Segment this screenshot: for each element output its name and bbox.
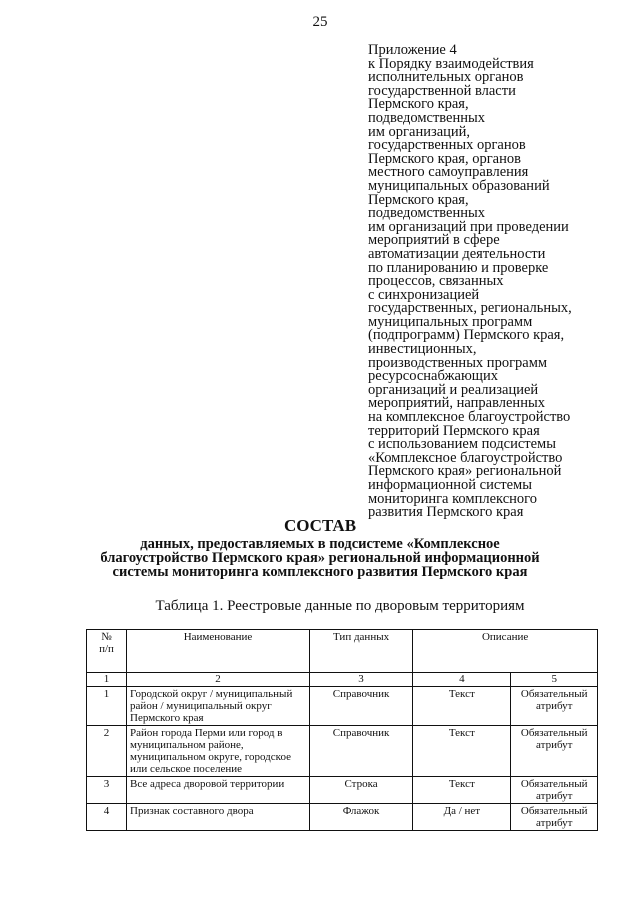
table-row [87, 726, 598, 777]
document-title: СОСТАВ [283, 516, 357, 535]
page-number: 25 [312, 14, 328, 30]
appendix-line: с использованием подсистемы [368, 436, 556, 453]
cell-name: Признак составного двора [127, 804, 310, 831]
header-description: Описание [413, 630, 598, 673]
appendix-line: производственных программ [368, 354, 548, 371]
column-number: 1 [87, 673, 127, 687]
subtitle-line: данных, предоставляемых в подсистеме «Комплексное [140, 536, 500, 552]
appendix-line: муниципальных программ [368, 313, 533, 330]
appendix-line: Пермского края, органов [368, 150, 521, 167]
appendix-line: Пермского края, [368, 96, 469, 113]
column-number: 2 [127, 673, 310, 687]
column-number: 5 [511, 673, 598, 687]
appendix-line: мониторинга комплексного [368, 490, 537, 507]
appendix-line: к Порядку взаимодействия [368, 55, 534, 72]
document-subtitle [60, 537, 580, 579]
appendix-line: (подпрограмм) Пермского края, [368, 327, 565, 344]
appendix-line: информационной системы [368, 477, 532, 493]
appendix-line: с синхронизацией [368, 286, 480, 303]
cell-format: Да / нет [413, 804, 511, 831]
appendix-line: государственных, региональных, [368, 300, 572, 317]
appendix-line: развития Пермского края [368, 504, 524, 521]
table-row [87, 804, 598, 831]
column-number-row [87, 673, 598, 687]
cell-attribute: Обязательный атрибут [511, 726, 598, 777]
cell-name: Городской округ / муниципальный район / муниципальный округ Пермского края [127, 687, 310, 726]
subtitle-line: благоустройство Пермского края» региональной информационной [100, 550, 540, 566]
appendix-line: по планированию и проверке [368, 259, 549, 276]
appendix-line: на комплексное благоустройство [368, 409, 571, 426]
table-row [87, 687, 598, 726]
appendix-line: государственной власти [368, 82, 516, 99]
cell-number: 1 [87, 687, 127, 726]
appendix-line: инвестиционных, [368, 341, 477, 358]
appendix-line: исполнительных органов [368, 69, 524, 86]
subtitle-line: системы мониторинга комплексного развития Пермского края [112, 564, 528, 580]
appendix-line: Пермского края, [368, 191, 469, 208]
appendix-line: «Комплексное благоустройство [368, 449, 563, 466]
appendix-line: мероприятий, направленных [368, 395, 545, 412]
cell-format: Текст [413, 687, 511, 726]
cell-attribute: Обязательный атрибут [511, 777, 598, 804]
registry-data-table [86, 629, 598, 831]
appendix-line: подведомственных [368, 205, 485, 222]
cell-number: 2 [87, 726, 127, 777]
cell-data-type: Справочник [309, 687, 412, 726]
appendix-note [368, 44, 628, 520]
appendix-line: Приложение 4 [368, 42, 457, 58]
cell-name: Все адреса дворовой территории [127, 777, 310, 804]
cell-attribute: Обязательный атрибут [511, 804, 598, 831]
appendix-line: Пермского края» региональной [368, 463, 562, 480]
cell-data-type: Строка [309, 777, 412, 804]
cell-attribute: Обязательный атрибут [511, 687, 598, 726]
table-caption: Таблица 1. Реестровые данные по дворовым территориям [155, 598, 525, 614]
appendix-line: автоматизации деятельности [368, 245, 546, 262]
header-type: Тип данных [309, 630, 412, 673]
appendix-line: ресурсоснабжающих [368, 368, 498, 385]
appendix-line: муниципальных образований [368, 177, 550, 194]
appendix-line: государственных органов [368, 137, 526, 154]
column-number: 4 [413, 673, 511, 687]
appendix-line: организаций и реализацией [368, 381, 539, 398]
appendix-line: процессов, связанных [368, 273, 504, 290]
appendix-line: им организаций, [368, 123, 471, 140]
table-header-row [87, 630, 598, 673]
cell-format: Текст [413, 726, 511, 777]
header-name: Наименование [127, 630, 310, 673]
appendix-line: подведомственных [368, 109, 485, 126]
appendix-line: территорий Пермского края [368, 422, 540, 439]
cell-format: Текст [413, 777, 511, 804]
appendix-line: им организаций при проведении [368, 218, 569, 235]
cell-number: 4 [87, 804, 127, 831]
header-num: № п/п [87, 630, 127, 673]
appendix-line: местного самоуправления [368, 164, 529, 181]
column-number: 3 [309, 673, 412, 687]
table-row [87, 777, 598, 804]
cell-data-type: Справочник [309, 726, 412, 777]
cell-name: Район города Перми или город в муниципальном районе, муниципальном округе, городское или сельское поселение [127, 726, 310, 777]
cell-data-type: Флажок [309, 804, 412, 831]
appendix-line: мероприятий в сфере [368, 232, 500, 249]
cell-number: 3 [87, 777, 127, 804]
